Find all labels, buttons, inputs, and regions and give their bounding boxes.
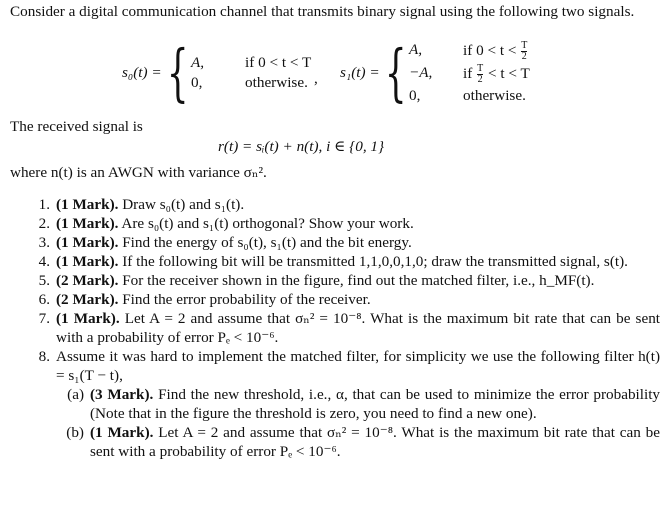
s0-definition <box>122 36 311 110</box>
s0-case-row <box>191 54 311 72</box>
fraction-t-over-2: $\frac{T}{2}$ <box>521 40 528 62</box>
s1-case-value: −A, <box>409 64 433 81</box>
question-item: 5. (2 Mark). For the receiver shown in the figure, find out the matched filter, i.e., h_MF(t). <box>38 272 595 289</box>
s0-case-value: A, <box>191 54 205 71</box>
question-item: 4. (1 Mark). If the following bit will be transmitted 1,1,0,0,1,0; draw the transmitted signal, s(t). <box>38 253 628 270</box>
s1-case-cond: if $\frac{T}{2}$ < t < T <box>463 63 530 85</box>
question-item: 6. (2 Mark). Find the error probability of the receiver. <box>38 291 371 308</box>
question-item: 2. (1 Mark). Are s₀(t) and s₁(t) orthogonal? Show your work. <box>38 215 414 232</box>
s1-case-row <box>409 64 530 85</box>
subquestion-block <box>20 385 660 461</box>
subquestion-item: (a) (3 Mark). Find the new threshold, i.e., α, that can be used to minimize the error probability (Note that in the figure the threshold is zero, you need to find a new one). <box>67 386 661 422</box>
received-signal-label: The received signal is <box>10 118 143 135</box>
s1-case-value: 0, <box>409 87 421 104</box>
s1-brace: { <box>384 36 407 109</box>
s0-case-row <box>191 74 311 92</box>
s1-definition <box>340 36 530 110</box>
question-item: 7. (1 Mark). Let A = 2 and assume that σₙ² = 10⁻⁸. What is the maximum bit rate that can be sent with a probability of error Pₑ < 10⁻⁶. <box>38 310 661 346</box>
intro-paragraph: Consider a digital communication channel that transmits binary signal using the following two signals. <box>10 3 635 20</box>
received-signal-equation: r(t) = sᵢ(t) + n(t), i ∈ {0, 1} <box>218 138 385 155</box>
s1-cases <box>409 41 530 105</box>
s0-case-cond: if 0 < t < T <box>245 54 312 71</box>
s1-case-cond: otherwise. <box>463 87 526 104</box>
s1-case-cond: if 0 < t < $\frac{T}{2}$ <box>463 40 528 62</box>
question-list <box>20 195 660 461</box>
s0-case-value: 0, <box>191 74 203 91</box>
s0-cases <box>191 54 311 92</box>
s1-case-row <box>409 87 530 105</box>
fraction-t-over-2: $\frac{T}{2}$ <box>477 63 484 85</box>
awgn-description: where n(t) is an AWGN with variance σₙ². <box>10 164 267 181</box>
s0-case-cond: otherwise. <box>245 74 308 91</box>
question-item: 3. (1 Mark). Find the energy of s₀(t), s₁(t) and the bit energy. <box>38 234 412 251</box>
s1-case-value: A, <box>409 41 423 58</box>
subquestion-item: (b) (1 Mark). Let A = 2 and assume that σₙ² = 10⁻⁸. What is the maximum bit rate that can be sent with a probability of error Pₑ < 10⁻⁶. <box>66 424 660 460</box>
s0-brace: { <box>166 36 189 109</box>
question-item: 8. Assume it was hard to implement the matched filter, for simplicity we use the following filter h(t) = s₁(T − t), <box>38 348 660 384</box>
question-item: 1. (1 Mark). Draw s₀(t) and s₁(t). <box>38 196 245 213</box>
definition-separator: , <box>314 70 318 87</box>
s1-lhs: s₁(t) = <box>340 64 380 81</box>
s1-case-row <box>409 41 530 62</box>
s0-lhs: s₀(t) = <box>122 64 162 81</box>
